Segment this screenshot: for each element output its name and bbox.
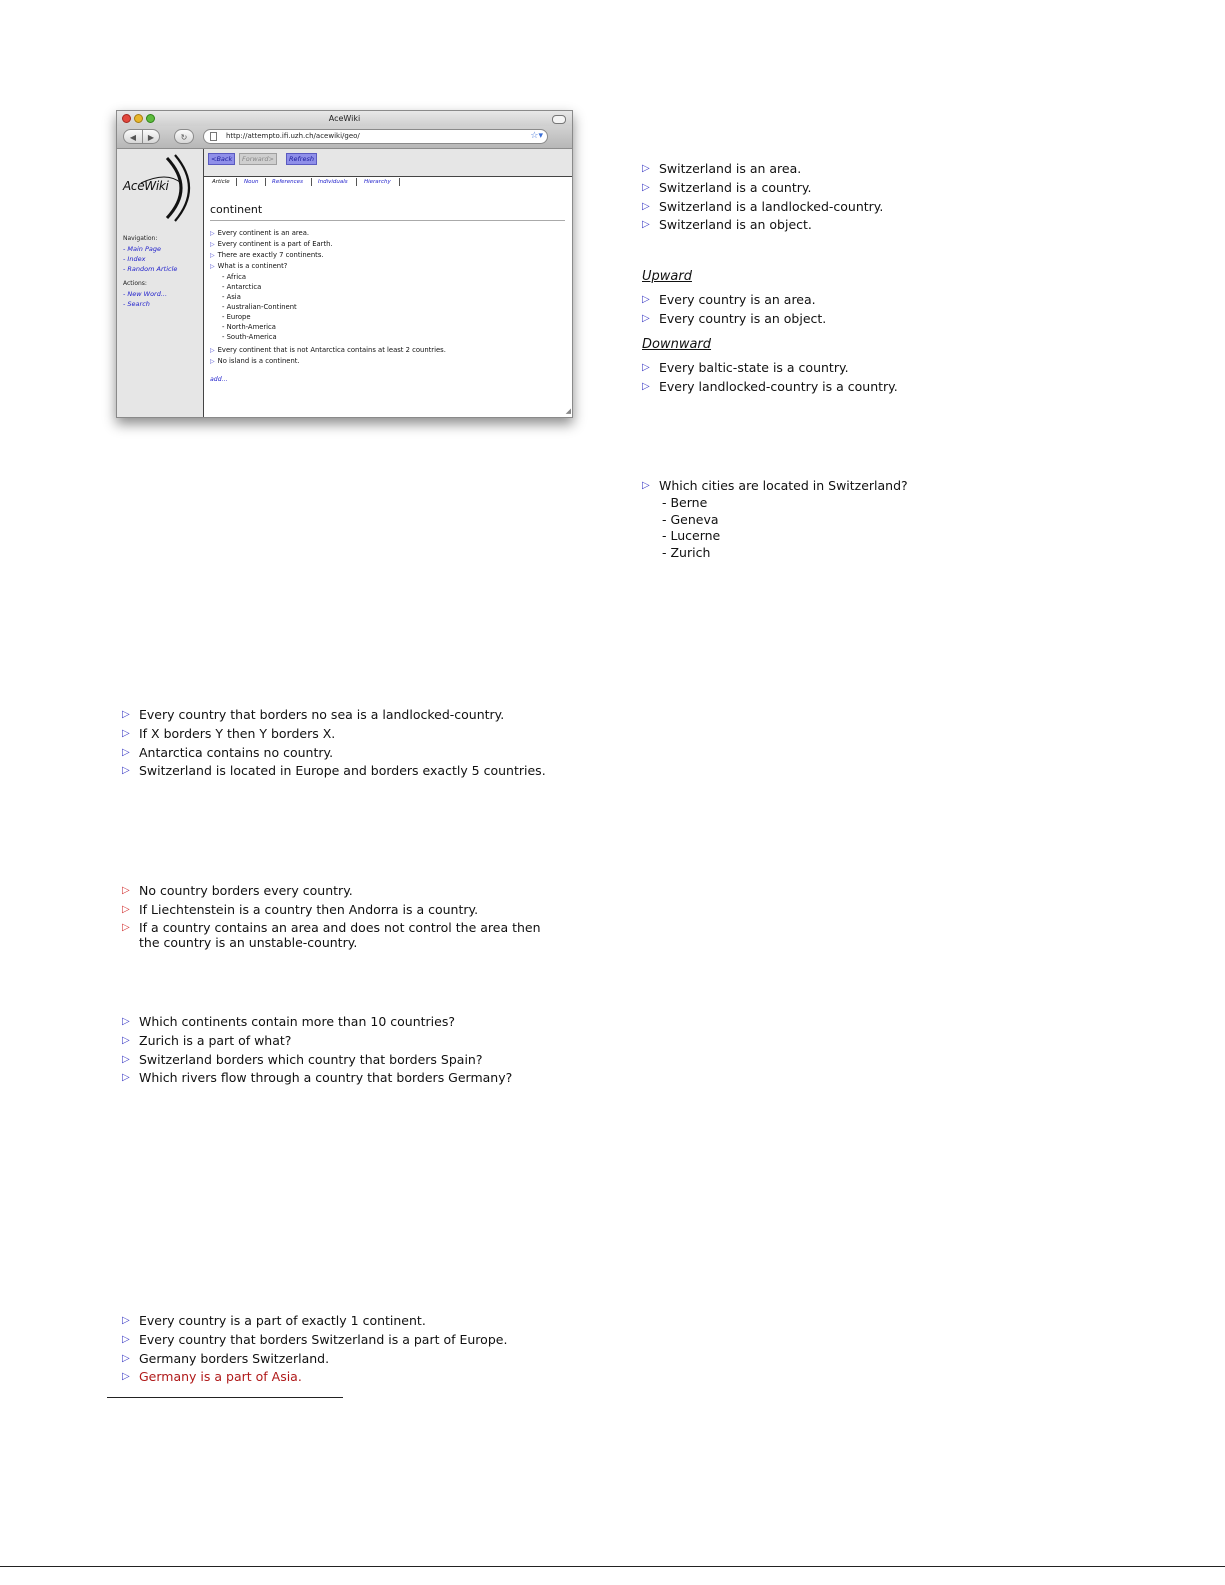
browser-reload-button[interactable] bbox=[174, 129, 194, 144]
list-item[interactable]: ▷ Switzerland is a landlocked-country. bbox=[642, 198, 883, 217]
acewiki-logo-text: AceWiki bbox=[123, 179, 169, 193]
triangle-icon[interactable]: ▷ bbox=[210, 263, 215, 270]
wiki-sentence[interactable]: ▷ There are exactly 7 continents. bbox=[210, 251, 324, 259]
zoom-window-button[interactable] bbox=[146, 114, 155, 123]
triangle-icon[interactable]: ▷ bbox=[122, 1371, 130, 1383]
wiki-sentence[interactable]: ▷ Every continent is a part of Earth. bbox=[210, 240, 333, 248]
list-item[interactable]: ▷ Every landlocked-country is a country. bbox=[642, 378, 898, 397]
upward-sentence-list bbox=[642, 291, 826, 329]
triangle-icon[interactable]: ▷ bbox=[642, 219, 650, 231]
page-icon bbox=[210, 132, 217, 141]
triangle-icon[interactable]: ▷ bbox=[210, 347, 215, 354]
question-sentence-list bbox=[122, 1013, 512, 1088]
tab-individuals[interactable]: Individuals bbox=[318, 179, 348, 185]
list-item[interactable]: ▷ Switzerland is located in Europe and borders exactly 5 countries. bbox=[122, 762, 546, 781]
list-item[interactable]: ▷ Zurich is a part of what? bbox=[122, 1032, 512, 1051]
list-item[interactable]: ▷ Which continents contain more than 10 countries? bbox=[122, 1013, 512, 1032]
red-triangle-icon[interactable]: ▷ bbox=[122, 885, 130, 896]
nav-link-main-page[interactable]: - Main Page bbox=[123, 245, 162, 253]
list-item[interactable]: ▷ If a country contains an area and does not control the area then the country is an unstable-country. bbox=[122, 919, 541, 950]
rule-sentence-list bbox=[122, 706, 546, 781]
list-item[interactable]: ▷ Every country is an object. bbox=[642, 310, 826, 329]
triangle-icon[interactable]: ▷ bbox=[122, 1034, 130, 1046]
answer-item: - Geneva bbox=[662, 511, 719, 527]
tab-separator bbox=[356, 178, 357, 186]
inconsistent-sentence[interactable]: ▷ Germany is a part of Asia. bbox=[122, 1368, 507, 1387]
downward-heading: Downward bbox=[642, 337, 712, 352]
answer-list bbox=[662, 495, 720, 561]
wiki-content bbox=[203, 149, 573, 417]
tab-references[interactable]: References bbox=[272, 179, 303, 185]
arrow-right-icon: ▶ bbox=[147, 133, 155, 142]
list-item[interactable]: ▷ No country borders every country. bbox=[122, 882, 559, 901]
list-item[interactable]: ▷ Every country that borders Switzerland is a part of Europe. bbox=[122, 1331, 507, 1350]
address-bar[interactable] bbox=[203, 129, 548, 144]
answer-item: - Zurich bbox=[662, 544, 711, 560]
triangle-icon[interactable]: ▷ bbox=[122, 709, 130, 720]
downward-sentence-list bbox=[642, 359, 898, 397]
reload-icon: ↻ bbox=[180, 133, 188, 142]
triangle-icon[interactable]: ▷ bbox=[122, 1315, 130, 1326]
tab-separator bbox=[311, 178, 312, 186]
triangle-icon[interactable]: ▷ bbox=[122, 1016, 130, 1027]
wiki-forward-button[interactable]: Forward> bbox=[239, 153, 277, 165]
triangle-icon[interactable]: ▷ bbox=[210, 252, 215, 259]
wiki-sentence[interactable]: ▷ Every continent that is not Antarctica contains at least 2 countries. bbox=[210, 346, 446, 354]
action-link-search[interactable]: - Search bbox=[123, 300, 150, 308]
footnote-divider bbox=[107, 1397, 343, 1398]
acewiki-browser-window bbox=[116, 110, 573, 418]
browser-back-button[interactable] bbox=[123, 129, 143, 144]
list-item[interactable]: ▷ Germany borders Switzerland. bbox=[122, 1350, 507, 1369]
triangle-icon[interactable]: ▷ bbox=[210, 358, 215, 365]
list-item[interactable]: ▷ Every country that borders no sea is a landlocked-country. bbox=[122, 706, 546, 725]
list-item[interactable]: ▷ If X borders Y then Y borders X. bbox=[122, 725, 546, 744]
wiki-sidebar bbox=[117, 149, 203, 417]
list-item[interactable]: ▷ If Liechtenstein is a country then Andorra is a country. bbox=[122, 901, 559, 920]
nav-link-random-article[interactable]: - Random Article bbox=[123, 265, 178, 273]
answer-item: - North-America bbox=[222, 323, 276, 331]
question-list bbox=[642, 477, 908, 496]
triangle-icon[interactable]: ▷ bbox=[642, 380, 650, 392]
tab-article[interactable]: Article bbox=[212, 179, 230, 185]
answer-item: - Africa bbox=[222, 273, 246, 281]
triangle-icon[interactable]: ▷ bbox=[122, 727, 130, 739]
list-item[interactable]: ▷ Switzerland is an area. bbox=[642, 160, 883, 179]
list-item[interactable]: ▷ Which rivers flow through a country that borders Germany? bbox=[122, 1069, 512, 1088]
triangle-icon[interactable]: ▷ bbox=[122, 765, 130, 777]
triangle-icon[interactable]: ▷ bbox=[642, 163, 650, 174]
resize-grip-icon[interactable]: ◢ bbox=[565, 407, 571, 415]
instance-sentence-list bbox=[642, 160, 883, 235]
triangle-icon[interactable]: ▷ bbox=[642, 200, 650, 212]
triangle-icon[interactable]: ▷ bbox=[122, 746, 130, 758]
triangle-icon[interactable]: ▷ bbox=[122, 1333, 130, 1345]
non-reasoner-sentence-list bbox=[122, 882, 559, 954]
list-item[interactable]: ▷ Antarctica contains no country. bbox=[122, 744, 546, 763]
question-item[interactable]: ▷ Which cities are located in Switzerland? bbox=[642, 477, 908, 496]
tab-separator bbox=[236, 178, 237, 186]
tab-hierarchy[interactable]: Hierarchy bbox=[364, 179, 391, 185]
tab-separator bbox=[399, 178, 400, 186]
answer-item: - South-America bbox=[222, 333, 277, 341]
list-item[interactable]: ▷ Switzerland is an object. bbox=[642, 216, 883, 235]
address-url: http://attempto.ifi.uzh.ch/acewiki/geo/ bbox=[226, 132, 360, 140]
triangle-icon[interactable]: ▷ bbox=[642, 294, 650, 305]
answer-item: - Berne bbox=[662, 495, 708, 510]
answer-item: - Europe bbox=[222, 313, 251, 321]
actions-heading: Actions: bbox=[123, 280, 147, 287]
add-sentence-link[interactable]: add... bbox=[210, 376, 228, 383]
nav-link-index[interactable]: - Index bbox=[123, 255, 146, 263]
red-triangle-icon[interactable]: ▷ bbox=[122, 903, 130, 915]
answer-item: - Lucerne bbox=[662, 528, 721, 544]
wiki-sentence[interactable]: ▷ No island is a continent. bbox=[210, 357, 300, 365]
triangle-icon[interactable]: ▷ bbox=[122, 1072, 130, 1084]
tab-noun[interactable]: Noun bbox=[244, 179, 259, 185]
triangle-icon[interactable]: ▷ bbox=[122, 1053, 130, 1065]
page-bottom-divider bbox=[0, 1566, 1225, 1567]
answer-item: - Antarctica bbox=[222, 283, 262, 291]
triangle-icon[interactable]: ▷ bbox=[642, 362, 650, 373]
list-item[interactable]: ▷ Every country is a part of exactly 1 continent. bbox=[122, 1312, 507, 1331]
triangle-icon[interactable]: ▷ bbox=[642, 181, 650, 193]
wiki-sentence[interactable]: ▷ Every continent is an area. bbox=[210, 229, 310, 237]
arrow-left-icon: ◀ bbox=[129, 133, 137, 142]
article-title: continent bbox=[210, 203, 263, 216]
triangle-icon[interactable]: ▷ bbox=[122, 1352, 130, 1364]
answer-item: - Asia bbox=[222, 293, 241, 301]
toolbar-toggle-button[interactable] bbox=[552, 115, 566, 124]
triangle-icon[interactable]: ▷ bbox=[642, 312, 650, 324]
action-link-new-word[interactable]: - New Word... bbox=[123, 290, 168, 298]
tab-separator bbox=[265, 178, 266, 186]
list-item[interactable]: ▷ Every baltic-state is a country. bbox=[642, 359, 898, 378]
wiki-topbar bbox=[204, 149, 573, 177]
minimize-window-button[interactable] bbox=[134, 114, 143, 123]
browser-forward-button[interactable] bbox=[142, 129, 160, 144]
list-item[interactable]: ▷ Switzerland borders which country that borders Spain? bbox=[122, 1051, 512, 1070]
browser-toolbar bbox=[117, 126, 572, 149]
wiki-refresh-button[interactable]: Refresh bbox=[286, 153, 317, 165]
wiki-question[interactable]: ▷ What is a continent? bbox=[210, 262, 288, 270]
answer-item: - Australian-Continent bbox=[222, 303, 297, 311]
triangle-icon[interactable]: ▷ bbox=[210, 230, 215, 237]
window-title: AceWiki bbox=[328, 114, 361, 123]
triangle-icon[interactable]: ▷ bbox=[210, 241, 215, 248]
upward-heading: Upward bbox=[642, 269, 692, 284]
navigation-heading: Navigation: bbox=[123, 235, 158, 242]
close-window-button[interactable] bbox=[122, 114, 131, 123]
list-item[interactable]: ▷ Every country is an area. bbox=[642, 291, 826, 310]
triangle-icon[interactable]: ▷ bbox=[642, 480, 650, 491]
window-titlebar bbox=[117, 111, 572, 126]
list-item[interactable]: ▷ Switzerland is a country. bbox=[642, 179, 883, 198]
consistency-sentence-list bbox=[122, 1312, 507, 1387]
wiki-back-button[interactable]: <Back bbox=[208, 153, 235, 165]
title-divider bbox=[210, 220, 565, 221]
bookmark-star-icon[interactable]: ☆▾ bbox=[530, 131, 543, 141]
red-triangle-icon[interactable]: ▷ bbox=[122, 921, 130, 933]
